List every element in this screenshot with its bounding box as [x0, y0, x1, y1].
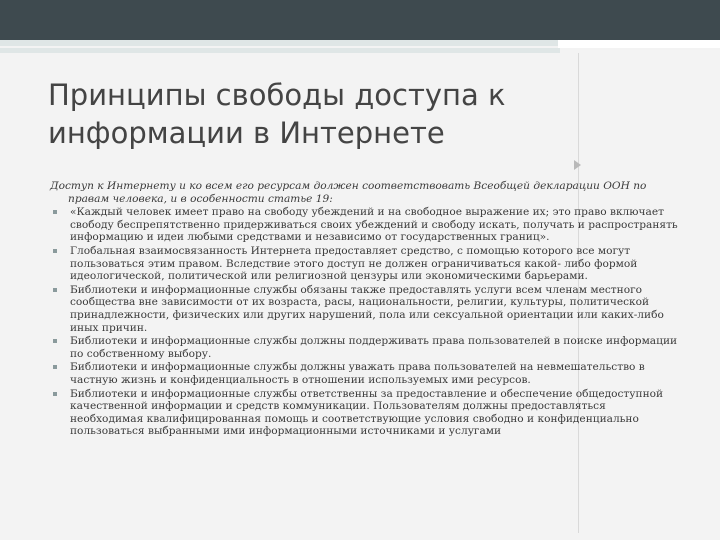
list-item [50, 388, 680, 438]
bullet-icon [53, 339, 57, 343]
list-item [50, 284, 680, 334]
header-band [0, 0, 720, 40]
bullet-text: Библиотеки и информационные службы обязаны также предоставлять услуги всем членам местного сообщества вне зависимости от их возраста, расы, национальности, религии, культуры, политической принадлежности, физических или других нарушений, пола или сексуальной ориентации или каких-либо иных причин. [70, 283, 664, 334]
bullet-icon [53, 210, 57, 214]
bullet-text: Глобальная взаимосвязанность Интернета предоставляет средство, с помощью которого все могут пользоваться этим правом. Вследствие этого доступ не должен ограничиваться какой- либо формой идеологической, политической или религиозной цензуры или экономическими барьерами. [70, 244, 638, 283]
slide-title [48, 76, 568, 152]
bullet-icon [53, 249, 57, 253]
accent-bar [0, 48, 560, 53]
title-line-1: Принципы свободы доступа к [48, 78, 506, 112]
slide-body [50, 180, 680, 439]
list-item [50, 245, 680, 283]
bullet-list [50, 206, 680, 438]
bullet-icon [53, 288, 57, 292]
bullet-text: «Каждый человек имеет право на свободу убеждений и на свободное выражение их; это право включает свободу беспрепятственно придерживаться своих убеждений и свободу искать, получать и распространять информацию и идеи любыми средствами и независимо от государственных границ». [70, 206, 678, 244]
bullet-icon [53, 392, 57, 396]
bullet-text: Библиотеки и информационные службы должны уважать права пользователей на невмешательство в частную жизнь и конфиденциальность в отношении используемых ими ресурсов. [70, 361, 645, 386]
title-line-2: информации в Интернете [48, 116, 445, 150]
accent-bar-right [558, 40, 720, 48]
list-item [50, 361, 680, 386]
triangle-marker-icon [574, 160, 581, 170]
bullet-icon [53, 365, 57, 369]
list-item [50, 335, 680, 360]
list-item [50, 206, 680, 244]
bullet-text: Библиотеки и информационные службы ответственны за предоставление и обеспечение общедоступной качественной информации и средств коммуникации. Пользователям должны предоставляться необходимая квалифицированная помощь и соответствующие условия свободно и конфиденциально пользоваться выбранными ими информационными источниками и услугами [70, 387, 664, 438]
bullet-text: Библиотеки и информационные службы должны поддерживать права пользователей в поиске информации по собственному выбору. [70, 335, 678, 360]
intro-text: Доступ к Интернету и ко всем его ресурсам должен соответствовать Всеобщей декларации ООН по правам человека, и в особенности статье 19: [50, 180, 647, 205]
